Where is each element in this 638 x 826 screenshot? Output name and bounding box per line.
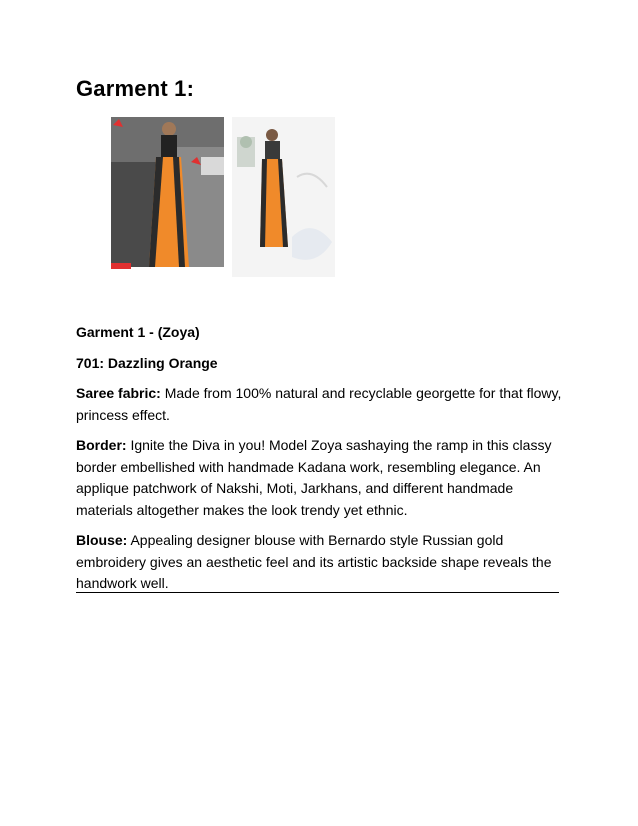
blouse-paragraph (76, 530, 566, 595)
item-code: 701: Dazzling Orange (76, 355, 218, 371)
garment-subtitle: Garment 1 - (Zoya) (76, 324, 200, 340)
page-title: Garment 1: (76, 76, 195, 101)
saree-fabric-paragraph (76, 383, 566, 426)
saree-back-photo (232, 117, 335, 277)
saree-front-photo (111, 117, 224, 277)
blouse-label: Blouse: (76, 532, 128, 548)
saree-fabric-label: Saree fabric: (76, 385, 161, 401)
border-paragraph (76, 435, 566, 521)
blouse-text: Appealing designer blouse with Bernardo style Russian gold embroidery gives an aesthetic feel and its artistic backside shape reveals the handwork well. (76, 532, 552, 591)
saree-fabric-text: Made from 100% natural and recyclable georgette for that flowy, princess effect. (76, 385, 562, 423)
border-label: Border: (76, 437, 127, 453)
border-text: Ignite the Diva in you! Model Zoya sashaying the ramp in this classy border embellished with handmade Kadana work, resembling elegance. An applique patchwork of Nakshi, Moti, Jarkhans, and different handmade materials altogether makes the look trendy yet ethnic. (76, 437, 552, 518)
section-divider (76, 592, 559, 593)
garment-photos (111, 117, 337, 277)
